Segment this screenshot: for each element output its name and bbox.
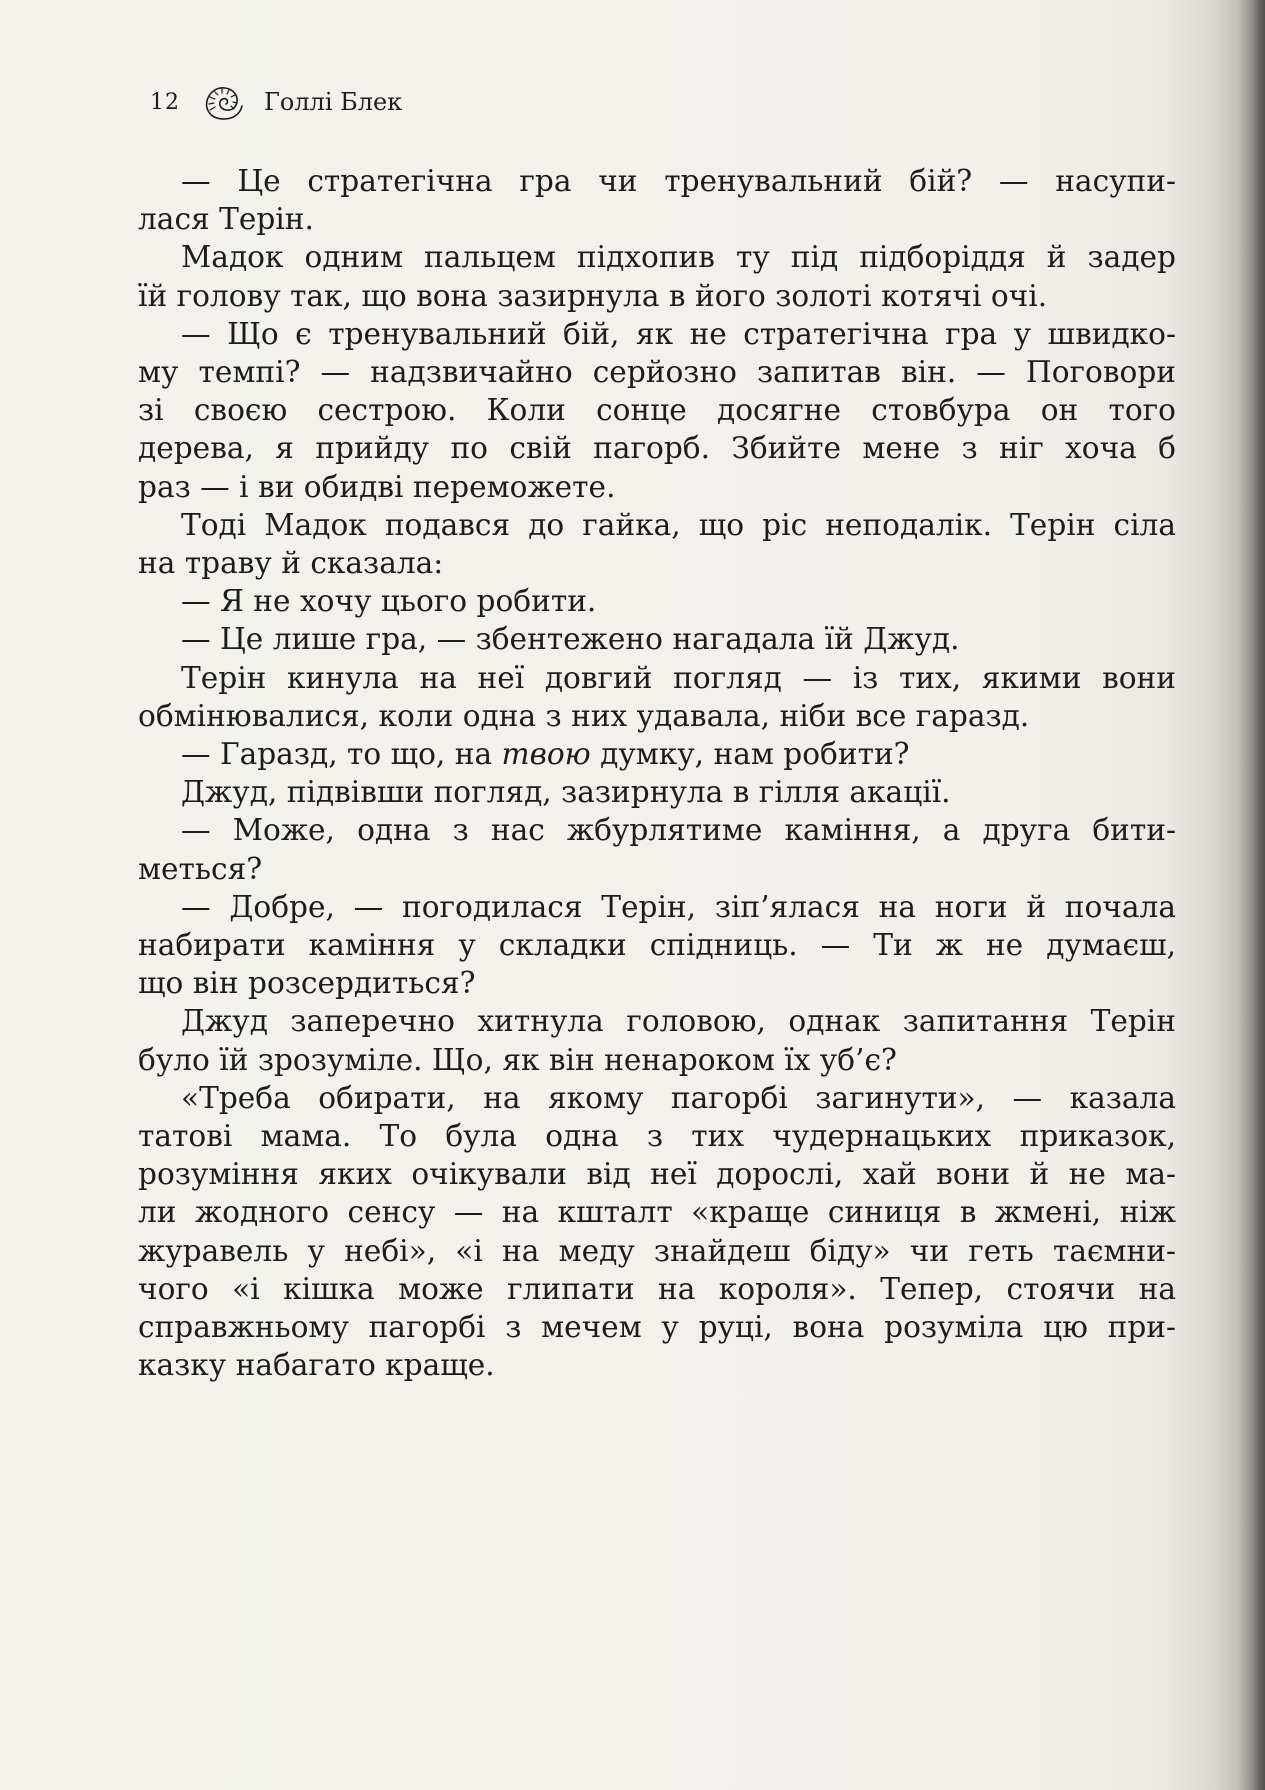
text-line: ли жодного сенсу — на кшталт «краще синиця в жмені, ніж bbox=[138, 1195, 1176, 1230]
text-line: розуміння яких очікували від неї дорослі, хай вони й не ма- bbox=[138, 1157, 1176, 1192]
text-line: татові мама. То була одна з тих чудернацьких приказок, bbox=[138, 1119, 1176, 1154]
text-line: дерева, я прийду по свій пагорб. Збийте мене з ніг хоча б bbox=[138, 431, 1176, 466]
text-line: казку набагато краще. bbox=[138, 1348, 495, 1383]
body-text bbox=[138, 162, 1176, 1385]
text-line: на траву й сказала: bbox=[138, 546, 444, 581]
text-line: їй голову так, що вона зазирнула в його золоті котячі очі. bbox=[138, 278, 1048, 313]
text-line: Тоді Мадок подався до гайка, що ріс неподалік. Терін сіла bbox=[181, 507, 1176, 542]
text-line: — Може, одна з нас жбурлятиме каміння, а друга бити- bbox=[181, 813, 1176, 848]
text-line: набирати каміння у складки спідниць. — Ти ж не думаєш, bbox=[138, 928, 1176, 963]
ammonite-shell-icon bbox=[202, 82, 246, 122]
text-line: — Що є тренувальний бій, як не стратегічна гра у швидко- bbox=[181, 316, 1176, 351]
text-line: Терін кинула на неї довгий погляд — із тих, якими вони bbox=[181, 660, 1176, 695]
running-head bbox=[150, 82, 402, 122]
text-line: Джуд заперечно хитнула головою, однак запитання Терін bbox=[181, 1004, 1176, 1039]
author-name: Голлі Блек bbox=[264, 88, 403, 116]
text-line: меться? bbox=[138, 851, 263, 886]
text-line: — Це стратегічна гра чи тренувальний бій? — насупи- bbox=[181, 164, 1176, 198]
text-line: справжньому пагорбі з мечем у руці, вона розуміла цю при- bbox=[138, 1310, 1176, 1345]
text-line: — Добре, — погодилася Терін, зіп’ялася на ноги й почала bbox=[181, 889, 1176, 924]
text-line: Мадок одним пальцем підхопив ту під підборіддя й задер bbox=[181, 240, 1176, 275]
text-line: чого «і кішка може глипати на короля». Тепер, стоячи на bbox=[138, 1271, 1176, 1306]
text-line: — Гаразд, то що, на твою думку, нам робити? bbox=[181, 737, 910, 772]
text-line: лася Терін. bbox=[138, 202, 314, 237]
text-line: «Треба обирати, на якому пагорбі загинути», — казала bbox=[181, 1080, 1176, 1115]
text-line: — Я не хочу цього робити. bbox=[181, 584, 597, 619]
text-line: журавель у небі», «і на меду знайдеш біду» чи геть таємни- bbox=[138, 1233, 1176, 1268]
text-line: Джуд, підвівши погляд, зазирнула в гілля акації. bbox=[181, 775, 951, 810]
page-edge-shadow bbox=[1237, 0, 1265, 1790]
text-line: му темпі? — надзвичайно серйозно запитав він. — Поговори bbox=[138, 355, 1176, 390]
text-line: було їй зрозуміле. Що, як він ненароком їх уб’є? bbox=[138, 1042, 897, 1077]
text-line: зі своєю сестрою. Коли сонце досягне стовбура он того bbox=[138, 393, 1176, 428]
page-number: 12 bbox=[150, 89, 180, 115]
text-line: обмінювалися, коли одна з них удавала, ніби все гаразд. bbox=[138, 698, 1030, 733]
text-line: — Це лише гра, — збентежено нагадала їй Джуд. bbox=[181, 622, 960, 657]
text-line: що він розсердиться? bbox=[138, 966, 476, 1001]
text-line: раз — і ви обидві переможете. bbox=[138, 469, 616, 504]
